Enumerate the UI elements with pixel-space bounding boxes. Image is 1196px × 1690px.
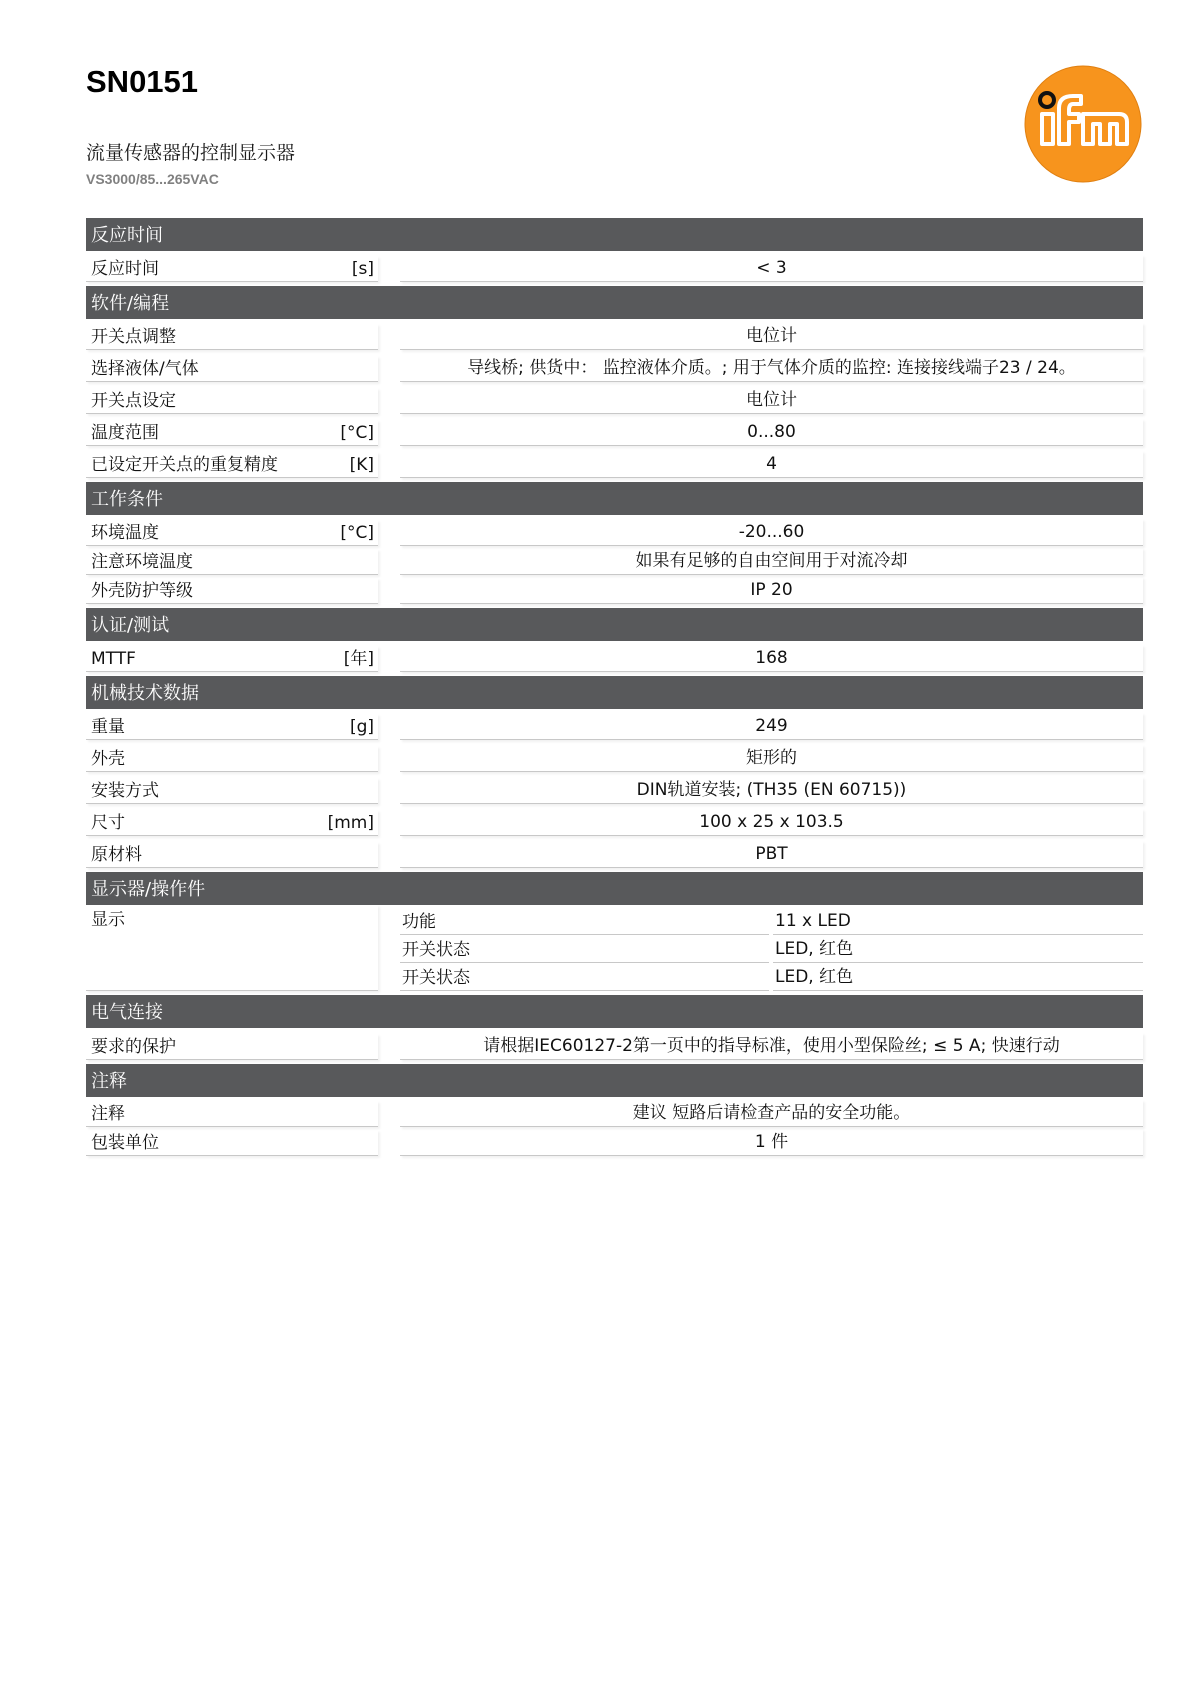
spec-label-cell	[86, 1101, 378, 1127]
spec-value: 168	[400, 645, 1143, 672]
display-spec-block	[86, 905, 1143, 991]
product-code: SN0151	[86, 64, 199, 99]
spec-label: 注释	[91, 1104, 125, 1124]
spec-value: 请根据IEC60127-2第一页中的指导标准，使用小型保险丝; ≤ 5 A; 快速行动	[400, 1033, 1143, 1060]
spec-row	[86, 1028, 1143, 1060]
display-subtable	[400, 905, 1143, 991]
spec-label: 选择液体/气体	[91, 359, 199, 379]
spec-row	[86, 350, 1143, 382]
spec-label: 安装方式	[91, 781, 159, 801]
spec-label-cell	[86, 1034, 378, 1060]
spec-unit: [s]	[351, 259, 374, 279]
spec-label-cell	[86, 452, 378, 478]
spec-unit: [°C]	[340, 523, 374, 543]
spec-label: 显示	[91, 910, 125, 930]
sub-value: 11 x LED	[773, 908, 1143, 935]
spec-value: IP 20	[400, 577, 1143, 604]
spec-row	[86, 709, 1143, 740]
section-header-approval: 认证/测试	[86, 608, 1143, 641]
spec-value: 如果有足够的自由空间用于对流冷却	[400, 548, 1143, 575]
spec-row	[86, 515, 1143, 546]
spec-label: 尺寸	[91, 813, 125, 833]
datasheet-table	[86, 218, 1143, 1156]
spec-label-cell	[86, 714, 378, 740]
spec-label-cell	[86, 778, 378, 804]
spec-value: 建议 短路后请检查产品的安全功能。	[400, 1100, 1143, 1127]
spec-value: PBT	[400, 841, 1143, 868]
sub-value: LED, 红色	[773, 936, 1143, 963]
spec-label: 温度范围	[91, 423, 159, 443]
spec-value: DIN轨道安装; (TH35 (EN 60715))	[400, 777, 1143, 804]
spec-label: 已设定开关点的重复精度	[91, 455, 278, 475]
spec-value: 电位计	[400, 387, 1143, 414]
sub-label: 开关状态	[400, 937, 769, 963]
sub-label: 开关状态	[400, 965, 769, 991]
spec-label-cell	[86, 324, 378, 350]
spec-value: 100 x 25 x 103.5	[400, 809, 1143, 836]
spec-value: 0...80	[400, 419, 1143, 446]
product-description: 流量传感器的控制显示器	[86, 142, 296, 164]
spec-unit: [°C]	[340, 423, 374, 443]
spec-value: 249	[400, 713, 1143, 740]
ifm-logo	[1023, 64, 1143, 184]
spec-label: 注意环境温度	[91, 552, 193, 572]
spec-label-cell	[86, 256, 378, 282]
spec-label-cell	[86, 356, 378, 382]
spec-row	[86, 319, 1143, 350]
section-header-electrical: 电气连接	[86, 995, 1143, 1028]
spec-value: 1 件	[400, 1129, 1143, 1156]
product-model: VS3000/85...265VAC	[86, 171, 219, 187]
spec-label: 反应时间	[91, 259, 159, 279]
spec-row	[86, 575, 1143, 604]
spec-label-cell	[86, 810, 378, 836]
spec-label-cell	[86, 1130, 378, 1156]
spec-row	[86, 641, 1143, 672]
display-subrow	[400, 963, 1143, 991]
spec-label-cell	[86, 746, 378, 772]
spec-row	[86, 414, 1143, 446]
spec-label-cell	[86, 549, 378, 575]
section-header-operating: 工作条件	[86, 482, 1143, 515]
spec-row	[86, 446, 1143, 478]
section-header-software: 软件/编程	[86, 286, 1143, 319]
section-header-remarks: 注释	[86, 1064, 1143, 1097]
spec-row	[86, 1097, 1143, 1127]
spec-value: -20...60	[400, 519, 1143, 546]
spec-label-cell	[86, 420, 378, 446]
spec-label: MTTF	[91, 649, 136, 669]
spec-label: 外壳	[91, 749, 125, 769]
spec-label: 开关点设定	[91, 391, 176, 411]
spec-value: 4	[400, 451, 1143, 478]
spec-value: 导线桥; 供货中： 监控液体介质。; 用于气体介质的监控: 连接接线端子23 / 24。	[400, 355, 1143, 382]
spec-unit: [K]	[349, 455, 374, 475]
spec-row	[86, 251, 1143, 282]
section-header-mechanical: 机械技术数据	[86, 676, 1143, 709]
spec-row	[86, 772, 1143, 804]
section-header-display: 显示器/操作件	[86, 872, 1143, 905]
spec-label-cell	[86, 520, 378, 546]
spec-value: < 3	[400, 255, 1143, 282]
spec-row	[86, 546, 1143, 575]
spec-label-cell	[86, 842, 378, 868]
spec-label: 开关点调整	[91, 327, 176, 347]
spec-label: 外壳防护等级	[91, 581, 193, 601]
display-subrow	[400, 935, 1143, 963]
spec-value: 电位计	[400, 323, 1143, 350]
sub-value: LED, 红色	[773, 964, 1143, 991]
spec-unit: [mm]	[327, 813, 374, 833]
spec-row	[86, 804, 1143, 836]
sub-label: 功能	[400, 909, 769, 935]
spec-label: 重量	[91, 717, 125, 737]
spec-unit: [年]	[343, 649, 374, 669]
section-header-response: 反应时间	[86, 218, 1143, 251]
spec-label: 原材料	[91, 845, 142, 865]
spec-label-cell	[86, 388, 378, 414]
spec-label: 包装单位	[91, 1133, 159, 1153]
spec-unit: [g]	[349, 717, 374, 737]
spec-row	[86, 836, 1143, 868]
spec-value: 矩形的	[400, 745, 1143, 772]
spec-label-cell	[86, 646, 378, 672]
spec-row	[86, 382, 1143, 414]
spec-label: 环境温度	[91, 523, 159, 543]
display-subrow	[400, 905, 1143, 935]
spec-label: 要求的保护	[91, 1037, 176, 1057]
spec-label-cell	[86, 905, 378, 991]
spec-row	[86, 740, 1143, 772]
spec-label-cell	[86, 578, 378, 604]
spec-row	[86, 1127, 1143, 1156]
